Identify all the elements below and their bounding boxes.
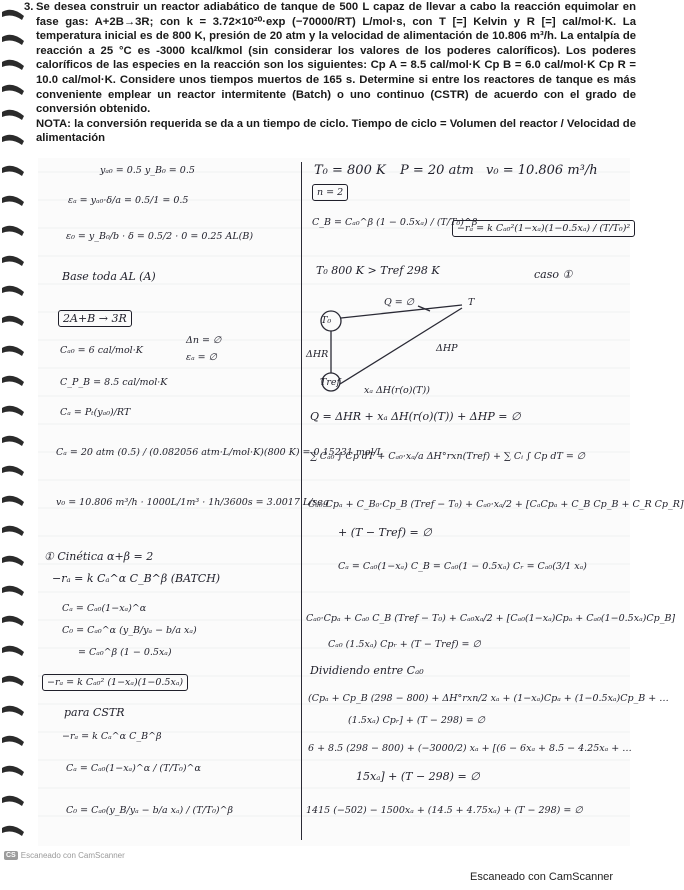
problem-statement [24, 0, 636, 146]
hw-left-19: para CSTR [64, 706, 125, 719]
hw-right-9: Q = ∅ [384, 297, 415, 308]
notebook-page [38, 158, 684, 846]
hw-right-11: T₀ [321, 315, 332, 326]
hw-left-12: v₀ = 10.806 m³/h · 1000L/1m³ · 1h/3600s = 3.0017 L/seg [56, 497, 329, 508]
hw-right-22: Cₐ₀ (1.5xₐ) Cpᵣ + (T − Tref) = ∅ [328, 639, 481, 650]
hw-right-19: + (T − Tref) = ∅ [338, 526, 432, 539]
scanner-watermark-text: Escaneado con CamScanner [20, 851, 125, 860]
hw-left-7: εₐ = ∅ [186, 352, 217, 363]
hw-right-25: (1.5xₐ) Cpᵣ] + (T − 298) = ∅ [348, 715, 485, 726]
hw-right-23: Dividiendo entre Cₐ₀ [310, 664, 424, 677]
hw-right-3: v₀ = 10.806 m³/h [486, 163, 598, 178]
hw-left-22: C₀ = Cₐ₀(y_B/yₐ − b/a xₐ) / (T/T₀)^β [66, 805, 234, 816]
scanner-caption: Escaneado con CamScanner [470, 871, 614, 883]
hw-left-3: ε₀ = y_B₀/b · δ = 0.5/2 · 0 = 0.25 AL(B) [66, 231, 254, 242]
hw-left-2: εₐ = yₐ₀·δ/a = 0.5/1 = 0.5 [68, 195, 189, 206]
hw-left-18: −rₐ = k Cₐ₀² (1−xₐ)(1−0.5xₐ) [42, 674, 188, 691]
hw-right-24: (Cpₐ + Cp_B (298 − 800) + ΔH°rxn/2 xₐ + (1−xₐ)Cpₐ + (1−0.5xₐ)Cp_B + … [308, 693, 669, 704]
problem-note: NOTA: la conversión requerida se da a un tiempo de ciclo. Tiempo de ciclo = Volumen del reactor / Velocidad de alimentación [36, 117, 636, 145]
hw-left-13: ① Cinética α+β = 2 [44, 550, 154, 563]
hw-left-4: Base toda AL (A) [62, 270, 156, 283]
hw-left-10: Cₐ = Pₜ(yₐ₀)/RT [60, 407, 131, 418]
hw-right-14: Tref [320, 377, 341, 388]
hw-right-6: −rₐ = k Cₐ₀²(1−xₐ)(1−0.5xₐ) / (T/T₀)² [452, 220, 635, 237]
problem-number: 3. [24, 1, 34, 13]
hw-right-15: xₐ ΔH(r(o)(T)) [364, 385, 430, 396]
hw-right-8: caso ① [534, 268, 573, 281]
hw-left-8: Cₐ₀ = 6 cal/mol·K [60, 345, 143, 356]
hw-left-9: C_P_B = 8.5 cal/mol·K [60, 377, 168, 388]
hw-right-27: 15xₐ] + (T − 298) = ∅ [356, 770, 480, 783]
hw-right-18: Cₐ₀·Cpₐ + C_B₀·Cp_B (Tref − T₀) + Cₐ₀·xₐ/2 + [CₐCpₐ + C_B Cp_B + C_R Cp_R] [308, 499, 684, 510]
hw-left-17: = Cₐ₀^β (1 − 0.5xₐ) [78, 647, 172, 658]
hw-right-7: T₀ 800 K > Tref 298 K [316, 264, 440, 277]
hw-right-21: Cₐ₀·Cpₐ + Cₐ₀ C_B (Tref − T₀) + Cₐ₀xₐ/2 + [Cₐ₀(1−xₐ)Cpₐ + Cₐ₀(1−0.5xₐ)Cp_B] [306, 613, 676, 624]
hw-left-5: 2A+B → 3R [58, 310, 132, 327]
hw-right-26: 6 + 8.5 (298 − 800) + (−3000/2) xₐ + [(6 − 6xₐ + 8.5 − 4.25xₐ + … [308, 743, 632, 754]
hw-right-12: ΔHR [306, 349, 329, 360]
camscanner-logo-icon: CS [6, 852, 16, 859]
hw-left-20: −rₐ = k Cₐ^α C_B^β [62, 731, 162, 742]
problem-text: Se desea construir un reactor adiabático de tanque de 500 L capaz de llevar a cabo la reacción equimolar en fase gas: A+2B→3R; con k = 3.72×10²⁰·exp (−70000/RT) L/mol·s, con T [=] Kelvin y R [=] cal/mol·K. La temperatura inicial es de 800 K, presión de 20 atm y la velocidad de alimentación de 10.806 m³/h. La entalpía de reacción a 25 °C es -3000 kcal/kmol (sin considerar los valores de los poderes caloríficos). Los poderes caloríficos de las especies en la reacción son los siguientes: Cp A = 8.5 cal/mol·K Cp B = 6.0 cal/mol·K Cp R = 10.0 cal/mol·K. Considere unos tiempos muertos de 165 s. Determine si entre los reactores de tanque es más conveniente emplear un reactor intermitente (Batch) o uno continuo (CSTR) de acuerdo con el grado de conversión obtenido. [36, 1, 636, 116]
hw-right-2: P = 20 atm [400, 163, 474, 178]
hw-left-11: Cₐ = 20 atm (0.5) / (0.082056 atm·L/mol·K)(800 K) = 0.15231 mol/L [56, 447, 384, 458]
hw-right-10: T [468, 297, 475, 308]
hw-right-20: Cₐ = Cₐ₀(1−xₐ) C_B = Cₐ₀(1 − 0.5xₐ) Cᵣ = Cₐ₀(3/1 xₐ) [338, 561, 587, 572]
hw-left-15: Cₐ = Cₐ₀(1−xₐ)^α [62, 603, 147, 614]
hw-left-16: C₀ = Cₐ₀^α (y_B/yₐ − b/a xₐ) [62, 625, 197, 636]
hw-right-5: C_B = Cₐ₀^β (1 − 0.5xₐ) / (T/T₀)^β [312, 217, 478, 228]
hw-right-1: T₀ = 800 K [314, 163, 386, 178]
hw-right-4: n = 2 [312, 184, 348, 201]
hw-left-6: Δn = ∅ [186, 335, 222, 346]
scanner-watermark-small [4, 851, 125, 860]
hw-left-14: −rₐ = k Cₐ^α C_B^β (BATCH) [52, 572, 221, 585]
hw-left-1: yₐ₀ = 0.5 y_B₀ = 0.5 [100, 165, 195, 176]
hw-right-28: 1415 (−502) − 1500xₐ + (14.5 + 4.75xₐ) + (T − 298) = ∅ [306, 805, 583, 816]
hw-right-13: ΔHP [436, 343, 458, 354]
hw-left-21: Cₐ = Cₐ₀(1−xₐ)^α / (T/T₀)^α [66, 763, 201, 774]
spiral-binding [0, 0, 30, 870]
hw-right-16: Q = ΔHR + xₐ ΔH(r(o)(T)) + ΔHP = ∅ [310, 410, 521, 423]
hw-right-17: ∑ Cₐ₀ ∫ Cp dT + Cₐ₀·xₐ/a ΔH°rxn(Tref) + ∑ Cᵢ ∫ Cp dT = ∅ [310, 451, 586, 462]
